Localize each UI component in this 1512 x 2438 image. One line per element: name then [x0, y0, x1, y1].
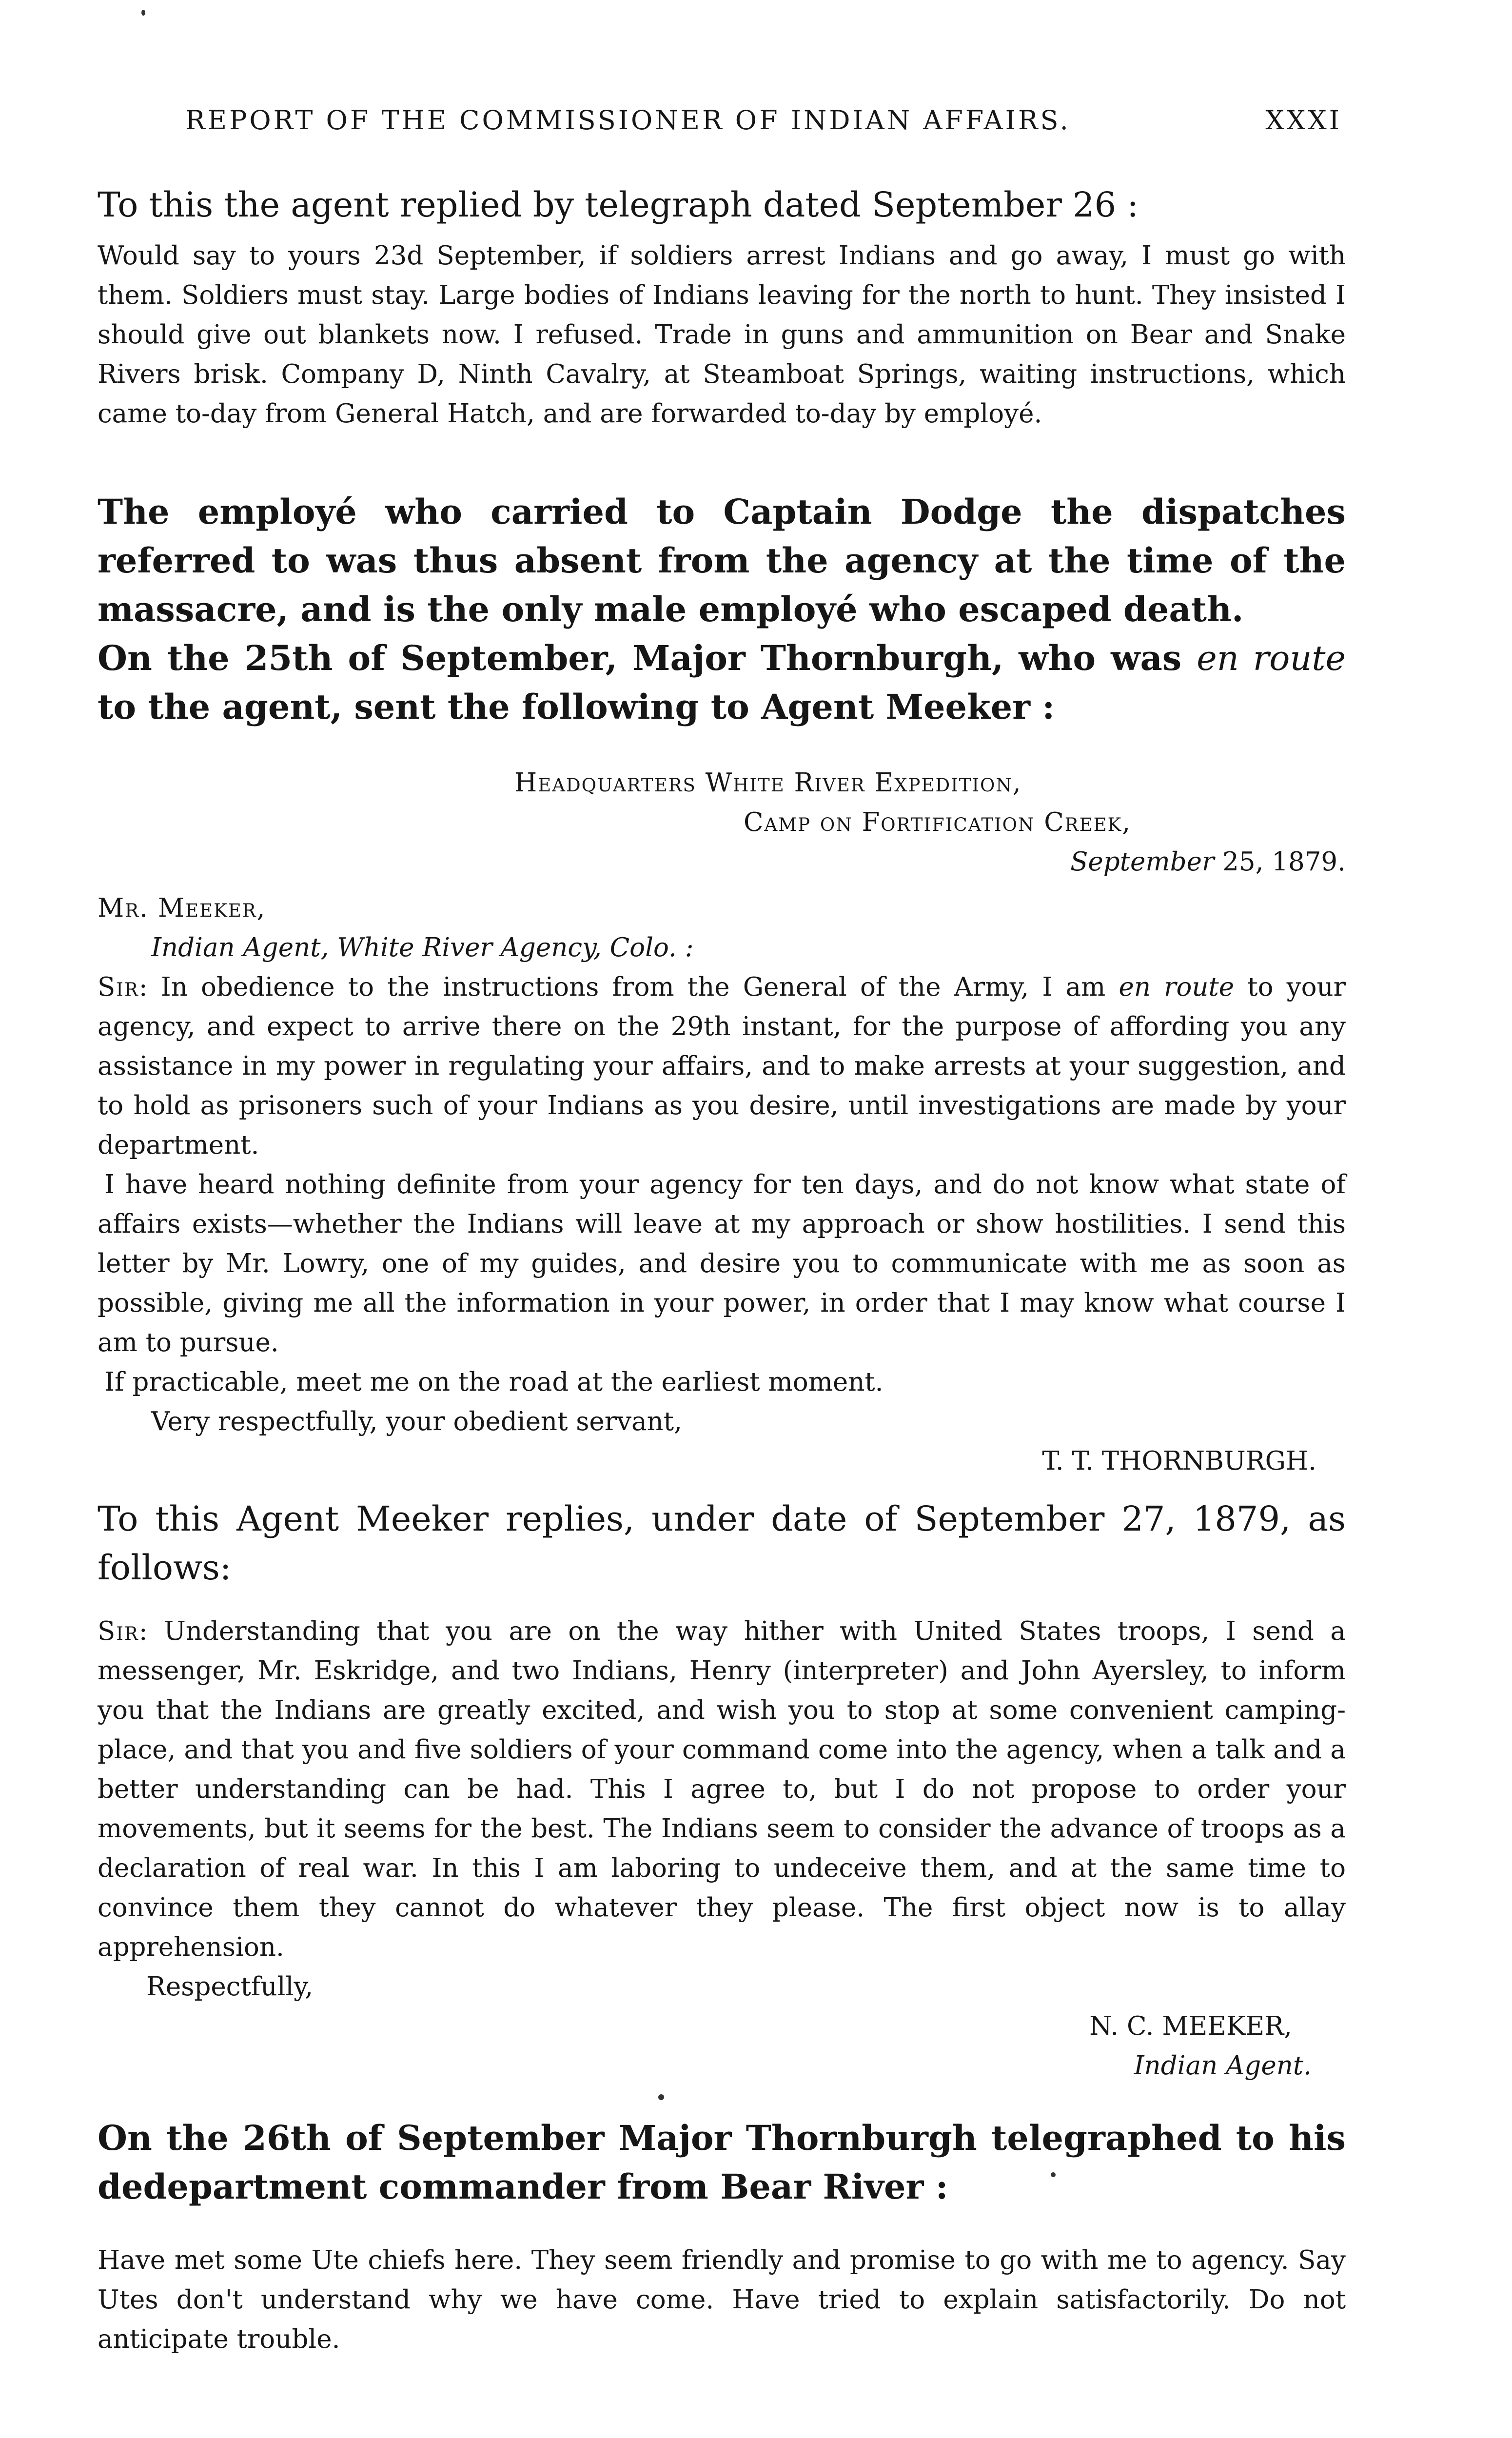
meeker-reply-intro: To this Agent Meeker replies, under date of September 27, 1879, as follows:	[98, 1499, 1346, 1588]
letter-thornburgh	[98, 763, 1346, 1481]
employe-paragraph: The employé who carried to Captain Dodge the dispatches referred to was thus absent from the agency at the time of the massacre, and is the only male employé who escaped death.	[98, 492, 1346, 629]
running-header	[185, 105, 1342, 136]
letter-signature: T. T. THORNBURGH.	[1042, 1446, 1316, 1476]
telegram-intro: To this the agent replied by telegraph dated September 26 :	[98, 185, 1139, 225]
letter-date: September 25, 1879.	[1070, 847, 1346, 877]
section-employe	[98, 488, 1346, 731]
scan-speck	[141, 10, 145, 16]
telegram-text: Would say to yours 23d September, if soldiers arrest Indians and go away, I must go with them. Soldiers must stay. Large bodies of Indians leaving for the north to hunt. They insisted I should give out blankets now. I refused. Trade in guns and ammunition on Bear and Snake Rivers brisk. Company D, Ninth Cavalry, at Steamboat Springs, waiting instructions, which came to-day from General Hatch, and are forwarded to-day by employé.	[98, 241, 1346, 429]
meeker-closing: Respectfully,	[146, 1972, 314, 2002]
letter-paragraph-3: If practicable, meet me on the road at the earliest moment.	[104, 1367, 884, 1397]
section-meeker-reply	[98, 1494, 1346, 1592]
meeker-signature: N. C. MEEKER,	[1089, 2011, 1292, 2041]
section-bear-river-telegram	[98, 2241, 1346, 2359]
letter-paragraph-1: Sir: In obedience to the instructions from the General of the Army, I am en route to your agency, and expect to arrive there on the 29th instant, for the purpose of affording you any assistance in my power in regulating your affairs, and to make arrests at your suggestion, and to hold as prisoners such of your Indians as you desire, until investigations are made by your department.	[98, 972, 1346, 1160]
thornburgh-intro: On the 25th of September, Major Thornburgh, who was en route to the agent, sent the following to Agent Meeker :	[98, 638, 1346, 727]
bear-river-telegram: Have met some Ute chiefs here. They seem friendly and promise to go with me to agency. Say Utes don't understand why we have come. Have tried to explain satisfactorily. Do not anticipate trouble.	[98, 2245, 1346, 2354]
meeker-letter-body: Sir: Understanding that you are on the way hither with United States troops, I send a messenger, Mr. Eskridge, and two Indians, Henry (interpreter) and John Ayersley, to inform you that the Indians are greatly excited, and wish you to stop at some convenient camping-place, and that you and five soldiers of your command come into the agency, when a talk and a better understanding can be had. This I agree to, but I do not propose to order your movements, but it seems for the best. The Indians seem to consider the advance of troops as a declaration of real war. In this I am laboring to undeceive them, and at the same time to convince them they cannot do whatever they please. The first object now is to allay apprehension.	[98, 1616, 1346, 1962]
letter-meeker	[98, 1612, 1346, 2085]
section-telegram-sept-26	[98, 180, 1346, 433]
bear-river-intro: On the 26th of September Major Thornburgh telegraphed to his dedepartment commander from Bear River :	[98, 2118, 1346, 2207]
letter-heading-line1: Headquarters White River Expedition,	[514, 768, 1022, 798]
header-title: REPORT OF THE COMMISSIONER OF INDIAN AFFAIRS.	[185, 105, 1071, 136]
letter-closing: Very respectfully, your obedient servant,	[151, 1407, 682, 1436]
letter-heading-line2: Camp on Fortification Creek,	[744, 807, 1132, 837]
letter-addressee: Indian Agent, White River Agency, Colo. :	[151, 933, 694, 963]
meeker-title: Indian Agent.	[1134, 2051, 1312, 2081]
scan-speck	[1051, 2172, 1056, 2177]
letter-salutation: Mr. Meeker,	[98, 893, 266, 923]
letter-paragraph-2: I have heard nothing definite from your agency for ten days, and do not know what state of affairs exists—whether the Indians will leave at my approach or show hostilities. I send this letter by Mr. Lowry, one of my guides, and desire you to communicate with me as soon as possible, giving me all the information in your power, in order that I may know what course I am to pursue.	[98, 1170, 1346, 1357]
scan-speck	[658, 2094, 664, 2100]
section-telegram-bear-river	[98, 2114, 1346, 2211]
page-number: XXXI	[1265, 105, 1342, 136]
